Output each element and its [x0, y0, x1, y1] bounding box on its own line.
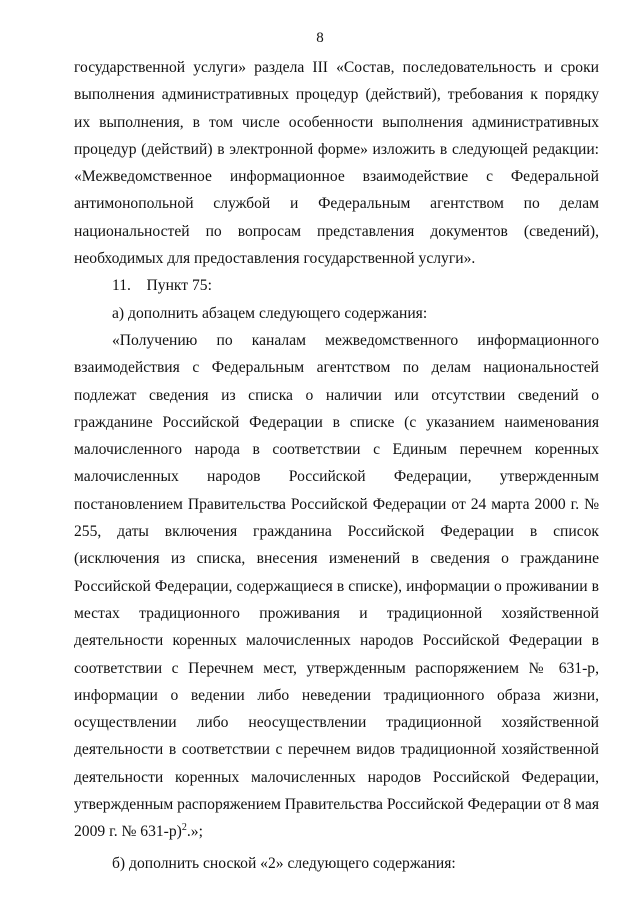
paragraph-subitem-b: б) дополнить сноской «2» следующего содержания:: [112, 854, 456, 872]
quoted-text-body: «Получению по каналам межведомственного информационного взаимодействия с Федеральным агентством по делам национальностей подлежат сведения из списка о наличии или отсутствии сведений о гражданине Российской Федерации в списке (с указанием наименования малочисленного народа в соответствии с Единым перечнем коренных малочисленных народов Российской Федерации, утвержденным постановлением Правительства Российской Федерации от 24 марта 2000 г. № 255, даты включения гражданина Российской Федерации в список (исключения из списка, внесения изменений в сведения о гражданине Российской Федерации, содержащиеся в списке), информации о проживании в местах традиционного проживания и традиционной хозяйственной деятельности коренных малочисленных народов Российской Федерации в соответствии с Перечнем мест, утвержденным распоряжением № 631-р, информации о ведении либо неведении традиционного образа жизни, осуществлении либо неосуществлении традиционной хозяйственной деятельности в соответствии с перечнем видов традиционной хозяйственной деятельности коренных малочисленных народов Российской Федерации, утвержденным распоряжением Правительства Российской Федерации от 8 мая 2009 г. № 631-р): [74, 331, 599, 841]
paragraph-subitem-a: а) дополнить абзацем следующего содержания:: [112, 304, 428, 322]
document-body: [74, 54, 599, 877]
paragraph-quoted-text: [74, 327, 599, 846]
footnote-marker: 2: [181, 822, 187, 834]
paragraph-item-11: 11. Пункт 75:: [112, 277, 212, 295]
paragraph-continued: государственной услуги» раздела III «Состав, последовательность и сроки выполнения административных процедур (действий), требования к порядку их выполнения, в том числе особенности выполнения административных процедур (действий) в электронной форме» изложить в следующей редакции: «Межведомственное информационное взаимодействие с Федеральной антимонопольной службой и Федеральным агентством по делам национальностей по вопросам представления документов (сведений), необходимых для предоставления государственной услуги».: [74, 59, 599, 268]
page-number: 8: [316, 30, 324, 46]
quote-closing: .»;: [186, 823, 203, 841]
